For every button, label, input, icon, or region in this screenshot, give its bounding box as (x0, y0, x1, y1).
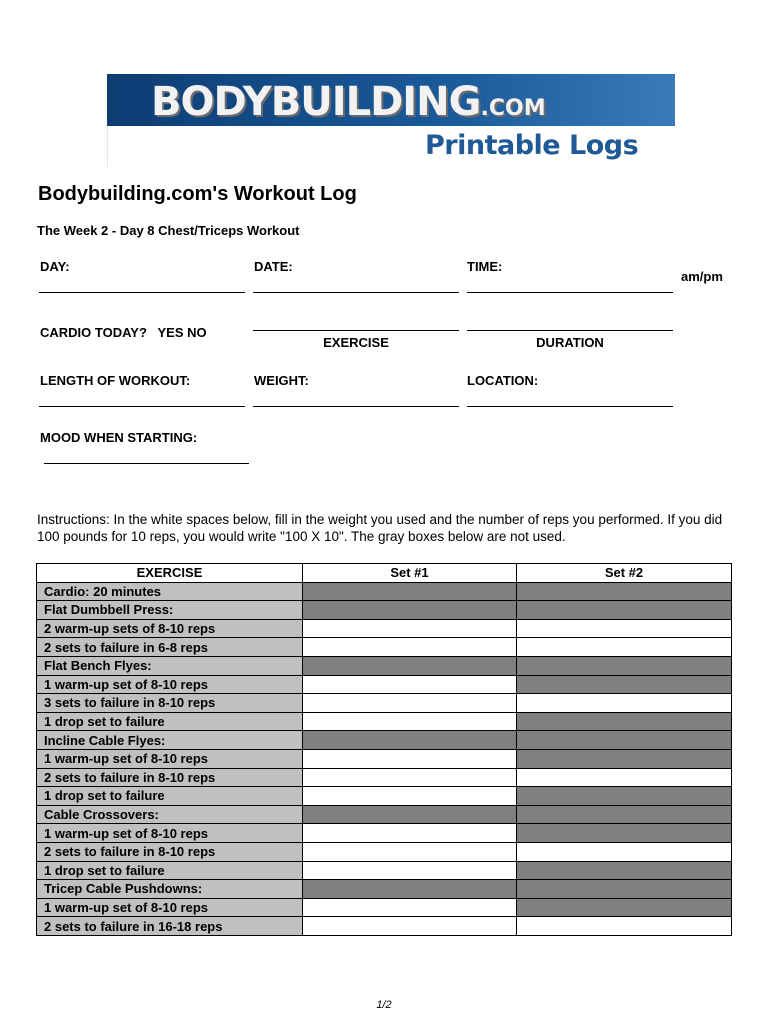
page-title: Bodybuilding.com's Workout Log (38, 183, 357, 205)
set-1-entry-cell[interactable] (303, 638, 517, 657)
set-1-entry-cell[interactable] (303, 842, 517, 861)
exercise-caption: EXERCISE (323, 335, 389, 350)
exercise-cell: 1 warm-up set of 8-10 reps (37, 824, 303, 843)
unused-set-cell (517, 824, 732, 843)
workout-subtitle: The Week 2 - Day 8 Chest/Triceps Workout (37, 223, 300, 238)
unused-set-cell (517, 601, 732, 620)
unused-set-cell (517, 880, 732, 899)
set-2-entry-cell[interactable] (517, 917, 732, 936)
table-row (37, 638, 732, 657)
unused-set-cell (517, 731, 732, 750)
mood-label: MOOD WHEN STARTING: (40, 430, 198, 445)
table-row (37, 880, 732, 899)
printable-logs-label: Printable Logs (425, 130, 639, 161)
exercise-cell: Flat Dumbbell Press: (37, 601, 303, 620)
unused-set-cell (303, 656, 517, 675)
length-label: LENGTH OF WORKOUT: (40, 373, 191, 388)
header-exercise: EXERCISE (37, 564, 303, 583)
unused-set-cell (517, 582, 732, 601)
table-row (37, 805, 732, 824)
location-field[interactable] (467, 406, 673, 407)
page-number: 1/2 (376, 999, 392, 1011)
table-row (37, 787, 732, 806)
weight-field[interactable] (253, 406, 459, 407)
exercise-cell: 1 warm-up set of 8-10 reps (37, 675, 303, 694)
table-row (37, 675, 732, 694)
cardio-exercise-field[interactable] (253, 330, 459, 331)
exercise-cell: 1 drop set to failure (37, 861, 303, 880)
ampm-label: am/pm (681, 269, 723, 284)
set-1-entry-cell[interactable] (303, 675, 517, 694)
day-field[interactable] (39, 292, 245, 293)
set-1-entry-cell[interactable] (303, 768, 517, 787)
exercise-cell: 2 sets to failure in 8-10 reps (37, 842, 303, 861)
instructions-text: Instructions: In the white spaces below, fill in the weight you used and the number of reps you performed. If you did 100 pounds for 10 reps, you would write "100 X 10". The gray boxes below are not used. (37, 512, 723, 544)
unused-set-cell (517, 675, 732, 694)
set-1-entry-cell[interactable] (303, 694, 517, 713)
workout-log-table (36, 563, 732, 936)
table-row (37, 824, 732, 843)
exercise-cell: Cardio: 20 minutes (37, 582, 303, 601)
table-row (37, 619, 732, 638)
unused-set-cell (517, 712, 732, 731)
exercise-cell: 1 drop set to failure (37, 712, 303, 731)
set-2-entry-cell[interactable] (517, 694, 732, 713)
set-2-entry-cell[interactable] (517, 842, 732, 861)
table-row (37, 917, 732, 936)
unused-set-cell (303, 880, 517, 899)
exercise-cell: Cable Crossovers: (37, 805, 303, 824)
exercise-cell: 1 warm-up set of 8-10 reps (37, 898, 303, 917)
weight-label: WEIGHT: (254, 373, 309, 388)
header-set-1: Set #1 (303, 564, 517, 583)
unused-set-cell (517, 805, 732, 824)
table-row (37, 861, 732, 880)
table-row (37, 768, 732, 787)
time-field[interactable] (467, 292, 673, 293)
date-field[interactable] (253, 292, 459, 293)
set-1-entry-cell[interactable] (303, 619, 517, 638)
unused-set-cell (517, 898, 732, 917)
unused-set-cell (517, 656, 732, 675)
set-2-entry-cell[interactable] (517, 619, 732, 638)
set-1-entry-cell[interactable] (303, 824, 517, 843)
unused-set-cell (517, 861, 732, 880)
time-label: TIME: (467, 259, 503, 274)
table-row (37, 898, 732, 917)
set-2-entry-cell[interactable] (517, 768, 732, 787)
set-1-entry-cell[interactable] (303, 712, 517, 731)
unused-set-cell (303, 601, 517, 620)
exercise-cell: 3 sets to failure in 8-10 reps (37, 694, 303, 713)
exercise-cell: 2 warm-up sets of 8-10 reps (37, 619, 303, 638)
set-1-entry-cell[interactable] (303, 898, 517, 917)
duration-caption: DURATION (536, 335, 604, 350)
table-row (37, 694, 732, 713)
table-row (37, 601, 732, 620)
set-1-entry-cell[interactable] (303, 917, 517, 936)
set-1-entry-cell[interactable] (303, 787, 517, 806)
date-label: DATE: (254, 259, 293, 274)
length-field[interactable] (39, 406, 245, 407)
table-header-row (37, 564, 732, 583)
unused-set-cell (517, 787, 732, 806)
exercise-cell: 2 sets to failure in 8-10 reps (37, 768, 303, 787)
exercise-cell: 2 sets to failure in 6-8 reps (37, 638, 303, 657)
header-set-2: Set #2 (517, 564, 732, 583)
exercise-cell: 2 sets to failure in 16-18 reps (37, 917, 303, 936)
exercise-cell: 1 drop set to failure (37, 787, 303, 806)
table-row (37, 842, 732, 861)
table-row (37, 712, 732, 731)
table-row (37, 731, 732, 750)
set-1-entry-cell[interactable] (303, 861, 517, 880)
exercise-cell: Tricep Cable Pushdowns: (37, 880, 303, 899)
cardio-duration-field[interactable] (467, 330, 673, 331)
unused-set-cell (303, 805, 517, 824)
bodybuilding-logo-banner (107, 74, 675, 167)
unused-set-cell (517, 749, 732, 768)
cardio-label: CARDIO TODAY? YES NO (40, 325, 207, 340)
day-label: DAY: (40, 259, 70, 274)
exercise-cell: Flat Bench Flyes: (37, 656, 303, 675)
exercise-cell: 1 warm-up set of 8-10 reps (37, 749, 303, 768)
table-row (37, 582, 732, 601)
brand-logo-text: BODYBUILDING.COM (151, 79, 546, 125)
set-1-entry-cell[interactable] (303, 749, 517, 768)
table-row (37, 749, 732, 768)
table-row (37, 656, 732, 675)
set-2-entry-cell[interactable] (517, 638, 732, 657)
location-label: LOCATION: (467, 373, 539, 388)
unused-set-cell (303, 731, 517, 750)
mood-field[interactable] (44, 463, 249, 464)
unused-set-cell (303, 582, 517, 601)
exercise-cell: Incline Cable Flyes: (37, 731, 303, 750)
